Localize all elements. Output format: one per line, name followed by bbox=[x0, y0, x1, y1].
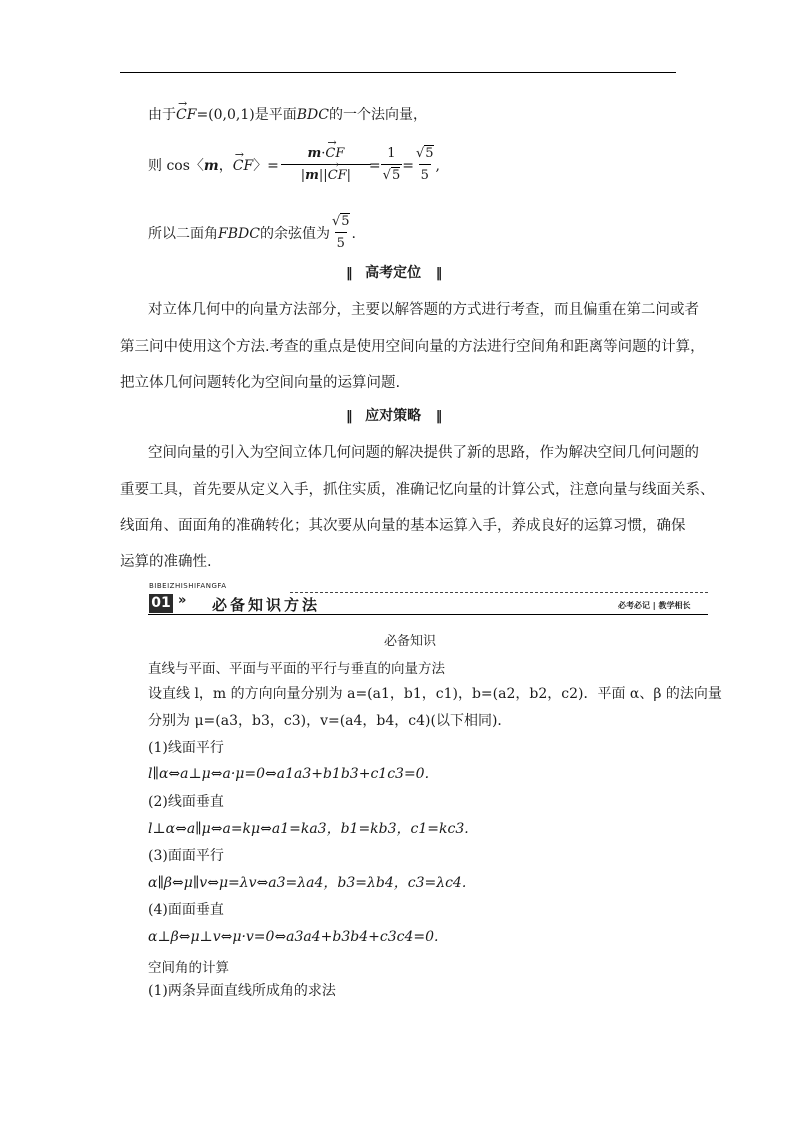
bar-icon: ‖ bbox=[346, 409, 351, 424]
bar: || bbox=[318, 168, 328, 183]
radicand: 5 bbox=[425, 146, 434, 161]
banner-tagline: 必考必记 | 教学相长 bbox=[618, 601, 691, 610]
paragraph-line: 重要工具，首先要从定义入手，抓住实质，准确记忆向量的计算公式，注意向量与线面关系、 bbox=[120, 482, 715, 498]
banner-title: 必备知识方法 bbox=[212, 596, 321, 614]
paragraph-line: 运算的准确性. bbox=[120, 554, 212, 570]
paragraph-line: 第三问中使用这个方法.考查的重点是使用空间向量的方法进行空间角和距离等问题的计算， bbox=[120, 339, 705, 355]
topic-heading: 直线与平面、平面与平面的平行与垂直的向量方法 bbox=[148, 661, 445, 677]
bar-icon: ‖ bbox=[435, 409, 441, 424]
topic-heading: 空间角的计算 bbox=[148, 960, 229, 976]
banner-pinyin: BIBEIZHISHIFANGFA bbox=[149, 582, 227, 590]
text: 的一个法向量， bbox=[328, 107, 427, 123]
banner-rule bbox=[148, 614, 708, 615]
one-over-root5: $\frac{1}{√5}$ bbox=[381, 144, 403, 187]
equals: = bbox=[402, 157, 414, 174]
text: 由于 bbox=[148, 107, 176, 123]
paragraph-line: 空间向量的引入为空间立体几何问题的解决提供了新的思路，作为解决空间几何问题的 bbox=[148, 445, 699, 461]
cos-fraction bbox=[283, 144, 369, 187]
formula-line-1 bbox=[148, 106, 427, 124]
formula: α∥β⇔μ∥v⇔μ=λv⇔a3=λa4，b3=λb4，c3=λc4. bbox=[148, 875, 467, 891]
paragraph-line: 对立体几何中的向量方法部分，主要以解答题的方式进行考查，而且偏重在第二问或者 bbox=[148, 302, 699, 318]
text: 则 cos〈 bbox=[148, 157, 204, 174]
paragraph-line: 线面角、面面角的准确转化；其次要从向量的基本运算入手，养成良好的运算习惯，确保 bbox=[120, 518, 686, 534]
case-label: (4)面面垂直 bbox=[148, 902, 224, 918]
comma: , bbox=[435, 157, 440, 174]
bar-icon: ‖ bbox=[346, 266, 351, 281]
numerator: 1 bbox=[387, 146, 396, 161]
heading-text: 高考定位 bbox=[365, 265, 422, 281]
vector-cf: → CF bbox=[176, 106, 196, 124]
numerator-m: m bbox=[307, 146, 322, 161]
case-label: (1)线面平行 bbox=[148, 740, 224, 756]
case-label: (1)两条异面直线所成角的求法 bbox=[148, 983, 336, 999]
bar-icon: ‖ bbox=[435, 266, 441, 281]
root5-over-5: $\frac{√5}{5}$ bbox=[414, 144, 436, 187]
section-number-badge: 01 bbox=[149, 594, 173, 613]
paragraph-line: 把立体几何问题转化为空间向量的运算问题. bbox=[120, 375, 401, 391]
angle-name: FBDC bbox=[218, 225, 260, 242]
period: . bbox=[351, 225, 356, 242]
bar: | bbox=[346, 168, 352, 183]
section-heading-strategy bbox=[346, 405, 440, 425]
formula-line-3 bbox=[148, 212, 356, 255]
vector-m: m bbox=[203, 157, 219, 174]
case-label: (3)面面平行 bbox=[148, 848, 224, 864]
dot: · bbox=[321, 146, 326, 161]
section-heading-exam-position bbox=[346, 262, 440, 282]
denominator-cf: → CF bbox=[328, 165, 347, 187]
text: ， bbox=[218, 157, 233, 174]
text: 〉= bbox=[253, 157, 279, 174]
intro-line: 分别为 μ=(a3，b3，c3)，v=(a4，b4，c4)(以下相同)． bbox=[148, 713, 512, 729]
vector-cf: → CF bbox=[233, 157, 253, 175]
radicand: 5 bbox=[341, 214, 350, 229]
formula: l∥α⇔a⊥μ⇔a·μ=0⇔a1a3+b1b3+c1c3=0. bbox=[148, 766, 430, 782]
numerator-cf: → CF bbox=[325, 144, 344, 164]
case-label: (2)线面垂直 bbox=[148, 794, 224, 810]
top-rule bbox=[120, 72, 676, 73]
denominator-m: m bbox=[305, 168, 319, 183]
radicand: 5 bbox=[391, 168, 401, 183]
subsection-title: 必备知识 bbox=[384, 634, 437, 649]
text: 所以二面角 bbox=[148, 225, 218, 242]
formula: l⊥α⇔a∥μ⇔a=kμ⇔a1=ka3，b1=kb3，c1=kc3. bbox=[148, 821, 469, 837]
formula: α⊥β⇔μ⊥v⇔μ·v=0⇔a3a4+b3b4+c3c4=0. bbox=[148, 929, 439, 945]
equals: = bbox=[368, 157, 381, 174]
text: =(0,0,1)是平面 bbox=[196, 107, 297, 123]
intro-line: 设直线 l，m 的方向向量分别为 a=(a1，b1，c1)，b=(a2，b2，c2)．平面 α、β 的法向量 bbox=[148, 686, 722, 702]
denominator: 5 bbox=[335, 232, 347, 255]
text: 的余弦值为 bbox=[259, 225, 330, 242]
heading-text: 应对策略 bbox=[365, 408, 422, 424]
chevron-icon: » bbox=[178, 593, 187, 608]
denominator: 5 bbox=[419, 164, 431, 187]
formula-line-2 bbox=[148, 144, 440, 187]
result-fraction: $\frac{√5}{5}$ bbox=[330, 212, 352, 255]
bar: | bbox=[300, 168, 306, 183]
plane-name: BDC bbox=[296, 107, 329, 123]
banner-dashed-rule bbox=[290, 592, 708, 593]
